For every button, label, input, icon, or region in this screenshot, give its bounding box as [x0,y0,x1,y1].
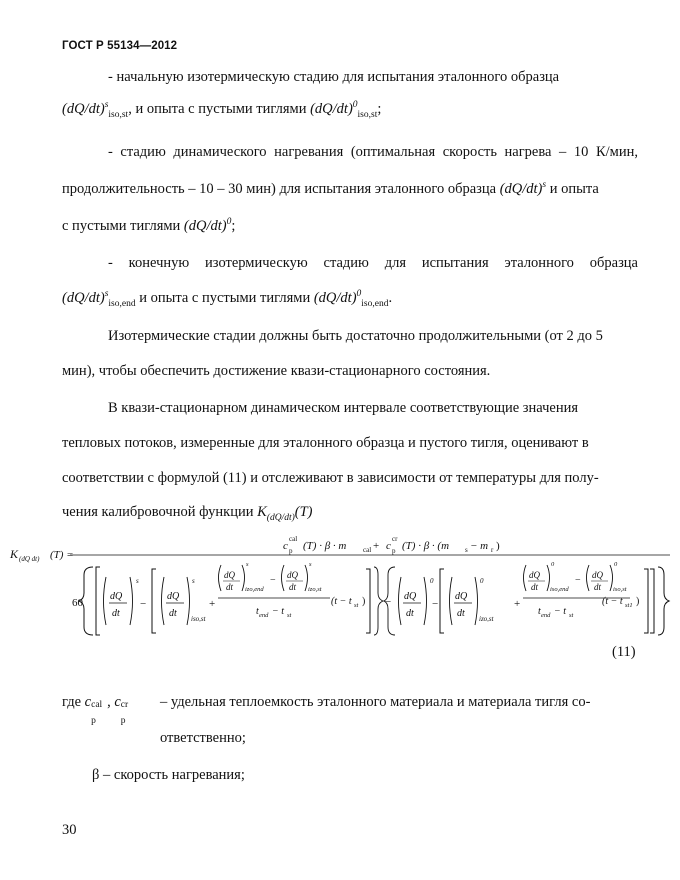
text: тепловых потоков, измеренные для эталонного образца и пустого тигля, оценивают в [62,435,589,451]
lhs-k: K [10,547,19,561]
num-c1: c [283,540,288,552]
text-line-2 [62,100,381,118]
sub-iso-end: iso,end [550,586,569,593]
math-term: (T) [294,504,313,520]
equation-number: (11) [612,644,636,660]
frac-dq: dQ [529,570,540,580]
text-line-8 [108,327,603,345]
sub-st1: st1 [625,602,633,609]
minus: − [432,598,439,610]
num-t2-sub2: r [491,546,494,554]
text: Изотермические стадии должны быть достаточно продолжительными (от 2 до 5 [108,328,603,344]
bracket [440,569,444,633]
math-term: (dQ/dt) [183,218,227,234]
text-line-13 [62,503,312,521]
brace-mid [374,567,383,635]
sub-end: end [259,612,269,619]
text: где [62,694,85,710]
paren [282,565,285,591]
sub: iso,st [108,109,129,120]
text: В квази-стационарном динамическом интервале соответствующие значения [108,400,579,416]
sub: iso,end [108,298,136,309]
text: мин), чтобы обеспечить достижение квази-стационарного состояния. [62,363,491,379]
sup-0: 0 [551,561,555,568]
den-coef: 60 [72,597,83,609]
frac-dt: dt [289,582,297,592]
where-line [62,693,147,726]
frac-dq: dQ [224,570,235,580]
frac-dq: dQ [592,570,603,580]
brace-right [658,567,669,635]
frac-dt: dt [594,582,602,592]
text-line-9 [62,362,490,380]
num-minus: − m [470,540,489,552]
paren [219,565,222,591]
bracket-outer-right [650,569,654,633]
bracket [152,569,156,633]
math-term: K [257,504,267,520]
document-header: ГОСТ Р 55134—2012 [62,40,178,52]
sub-st: st [569,612,574,619]
paren [399,577,402,625]
sub-iso-st: iso,st [191,615,206,623]
sub-st: st [354,602,359,609]
frac-dt: dt [457,608,465,619]
sub: iso,st [357,109,378,120]
frac-dq: dQ [110,591,123,602]
where-desc [160,693,590,711]
paren [130,577,133,625]
text: с пустыми тиглями [62,218,184,234]
num-t2-sub1: s [465,546,468,554]
close: ) [636,596,640,607]
text-line-4 [62,180,599,198]
t-end: t [538,606,541,617]
paren [587,565,590,591]
plus: + [514,598,521,610]
sub-izo-end: izo,end [245,586,264,593]
text: - начальную изотермическую стадию для испытания эталонного образца [108,69,560,85]
num-c2: c [386,540,391,552]
formula-11 [0,525,680,643]
text: β – скорость нагревания; [92,767,245,783]
sub-end: end [541,612,551,619]
minus: − [385,596,392,608]
sub: p [120,716,126,726]
frac-dt: dt [406,608,414,619]
paren [524,565,527,591]
lhs-sub: (dQ dt) [19,555,40,563]
text: ; [377,101,382,117]
text: . [388,290,393,306]
lhs-t: (T) = [50,549,74,561]
bracket-outer-left [96,567,100,635]
num-t2: (T) · β · (m [402,540,450,552]
text-line-7 [62,289,392,307]
text-line-5 [62,217,235,235]
paren [424,577,427,625]
sub: iso,end [361,298,389,309]
sup: 0 [352,100,358,111]
num-t1-sub: cal [363,546,372,554]
sup-0: 0 [480,577,484,585]
sup-s: s [192,577,195,585]
sup-s: s [309,561,312,568]
sub: p [91,716,96,726]
text-line-1 [108,68,559,86]
text-line-11 [62,434,589,452]
math-term: (dQ/dt) [313,290,357,306]
minus: − [140,598,147,610]
sup-0: 0 [614,561,618,568]
text: ; [231,218,236,234]
sup: s [542,180,547,191]
t-end: t [256,606,259,617]
text: продолжительность – 10 – 30 мин) для испытания эталонного образца [62,181,500,197]
page-number: 30 [62,822,77,838]
num-c2-sup: cr [392,535,398,543]
text-line-3 [108,143,638,161]
math-term: (dQ/dt) [310,101,353,117]
math-term: c [84,694,92,710]
sup-s: s [136,577,139,585]
text: и опыта [546,181,599,197]
beta-line [92,766,245,784]
text: - стадию динамического нагревания (оптимальная скорость нагрева – 10 К/мин, [108,144,638,160]
num-plus: + [373,540,380,552]
t-minus-t: (t − t [331,596,352,607]
text: соответствии с формулой (11) и отслеживают в зависимости от температуры для полу- [62,470,599,486]
math-term: (dQ/dt) [499,181,543,197]
frac-dt: dt [112,608,120,619]
num-c2-sub: p [392,547,396,555]
paren [475,577,478,625]
sub-iso-st2: iso,st [613,586,627,593]
sub-izo-st: izo,st [308,586,322,593]
sub-izo-st2: izo,st [479,615,494,623]
num-t1: (T) · β · m [303,540,347,552]
text: чения калибровочной функции [62,504,258,520]
minus: − [270,575,276,586]
num-c1-sup: cal [289,535,298,543]
sup: s [104,100,109,111]
minus-t: − t [272,606,285,617]
frac-dt: dt [531,582,539,592]
frac-dt: dt [169,608,177,619]
frac-dq: dQ [455,591,468,602]
frac-dt: dt [226,582,234,592]
text: ответственно; [160,730,246,746]
bracket [366,569,370,633]
num-c1-sub: p [289,547,293,555]
math-term: (dQ/dt) [62,101,105,117]
math-term: c [114,694,121,710]
text: , [107,694,115,710]
text: , и опыта с пустыми тиглями [128,101,311,117]
text: – удельная теплоемкость эталонного материала и материала тигля со- [160,694,591,710]
math-term: (dQ/dt) [62,290,105,306]
frac-dq: dQ [167,591,180,602]
sup: 0 [356,289,362,300]
paren [450,577,453,625]
sub-st: st [287,612,292,619]
minus: − [575,575,581,586]
minus-t: − t [554,606,567,617]
sub: (dQ/dt) [266,512,295,523]
text: - конечную изотермическую стадию для испытания эталонного образца [108,255,638,271]
paren [162,577,165,625]
where-desc-2 [160,729,246,747]
frac-dq: dQ [287,570,298,580]
sup: 0 [226,217,232,228]
sup-0: 0 [430,577,434,585]
frac-dq: dQ [404,591,417,602]
close: ) [362,596,366,607]
text-line-10 [108,399,578,417]
t-minus-t: (t − t [602,596,623,607]
sup: s [104,289,109,300]
num-close: ) [496,540,500,552]
plus: + [209,598,216,610]
text-line-12 [62,469,599,487]
paren [104,577,107,625]
paren [187,577,190,625]
text-line-6 [108,254,638,272]
sup: cr [120,700,129,710]
text: и опыта с пустыми тиглями [135,290,314,306]
sup: cal [91,700,103,710]
sup-s: s [246,561,249,568]
bracket [644,569,648,633]
